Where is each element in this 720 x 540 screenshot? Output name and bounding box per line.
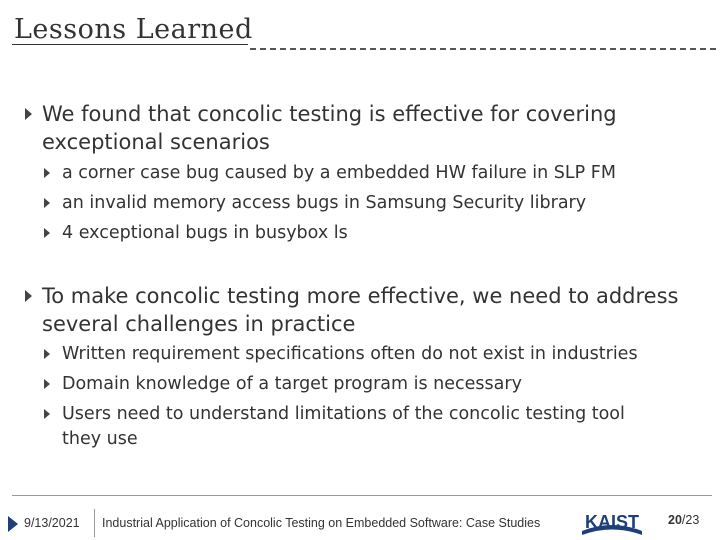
footer-divider [12,495,712,496]
page-number [668,513,699,527]
page-total: /23 [681,513,700,527]
sub-bullet-arrow-icon [44,228,50,238]
kaist-logo-text: KAIST [585,512,639,532]
sub-bullet-2-3-line2: they use [62,429,138,449]
footer-date: 9/13/2021 [24,516,80,530]
bullet-arrow-icon [25,290,32,302]
footer-separator [94,509,95,537]
sub-bullet-arrow-icon [44,349,50,359]
kaist-logo [576,509,648,537]
title-dashed-rule [250,48,716,50]
sub-bullet-2-1: Written requirement specifications often do not exist in industries [62,344,638,364]
page-title: Lessons Learned [14,14,253,45]
bullet-1-line1: We found that concolic testing is effective for covering [42,102,617,126]
sub-bullet-2-2: Domain knowledge of a target program is necessary [62,374,522,394]
title-underline [12,44,248,45]
bullet-1-line2: exceptional scenarios [42,130,270,154]
footer-title: Industrial Application of Concolic Testing on Embedded Software: Case Studies [102,516,541,530]
bullet-2-line1: To make concolic testing more effective, we need to address [42,284,679,308]
title-bar [0,0,720,52]
bullet-arrow-icon [25,108,32,120]
sub-bullet-arrow-icon [44,168,50,178]
sub-bullet-arrow-icon [44,198,50,208]
slide-footer [0,495,720,540]
sub-bullet-arrow-icon [44,379,50,389]
footer-arrow-icon [8,516,18,532]
page-current: 20 [668,513,682,527]
bullet-2-line2: several challenges in practice [42,312,356,336]
sub-bullet-1-1: a corner case bug caused by a embedded HW failure in SLP FM [62,163,616,183]
sub-bullet-arrow-icon [44,409,50,419]
sub-bullet-1-2: an invalid memory access bugs in Samsung Security library [62,193,587,213]
sub-bullet-1-3: 4 exceptional bugs in busybox ls [62,223,348,243]
sub-bullet-2-3-line1: Users need to understand limitations of the concolic testing tool [62,404,625,424]
